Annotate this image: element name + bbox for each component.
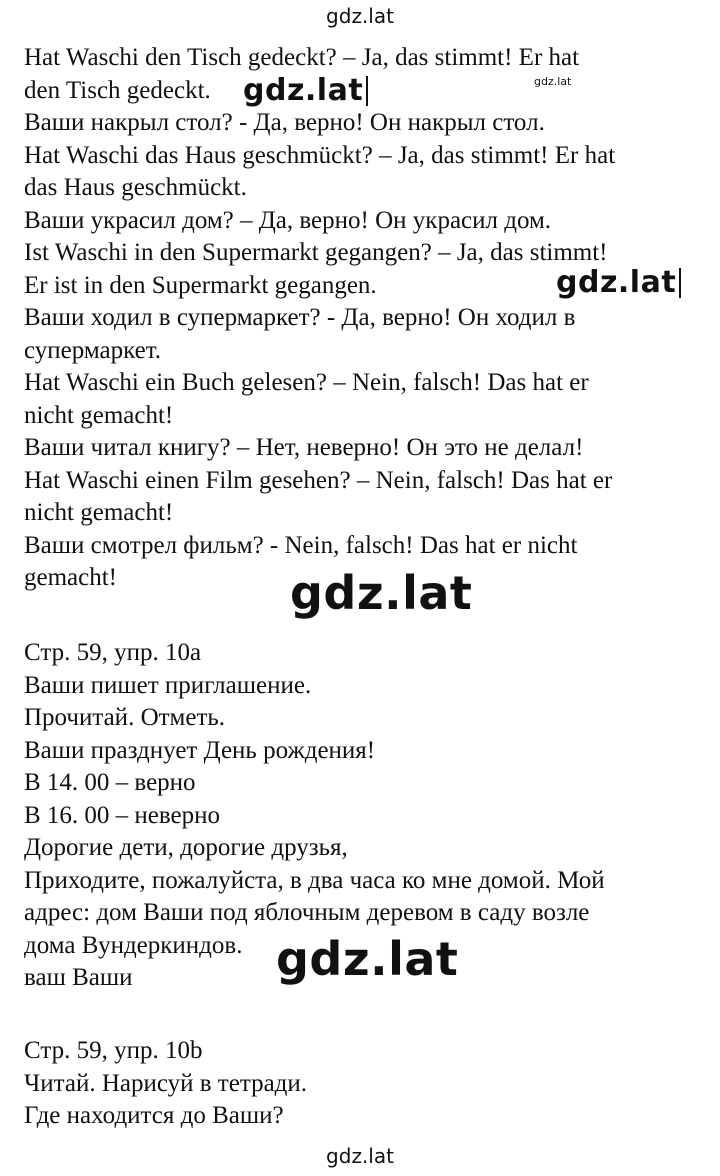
- text-line: Дорогие дети, дорогие друзья,: [24, 834, 348, 861]
- watermark-bottom: gdz.lat: [326, 1144, 394, 1168]
- text-line: Ваши празднует День рождения!: [24, 736, 376, 764]
- text-line: Где находится до Ваши?: [24, 1102, 284, 1129]
- text-line: Ваши украсил дом? – Да, верно! Он украсил дом.: [24, 206, 552, 234]
- text-line: Hat Waschi einen Film gesehen? – Nein, falsch! Das hat er: [24, 466, 613, 494]
- text-line: Hat Waschi das Haus geschmückt? – Ja, das stimmt! Er hat: [24, 141, 616, 169]
- text-line: Er ist in den Supermarkt gegangen.: [24, 271, 377, 299]
- text-line: Ваши ходил в супермаркет? - Да, верно! Он ходил в: [24, 304, 576, 331]
- answer-block-exercise-10b: [24, 1035, 714, 1133]
- text-line: Приходите, пожалуйста, в два часа ко мне домой. Мой: [24, 866, 605, 894]
- text-line: nicht gemacht!: [24, 401, 174, 429]
- text-line: дома Вундеркиндов.: [24, 931, 243, 959]
- watermark-inline-2: gdz.lat: [556, 268, 681, 298]
- section-heading: Стр. 59, упр. 10b: [24, 1037, 203, 1064]
- text-line: Читай. Нарисуй в тетради.: [24, 1069, 308, 1097]
- watermark-large-2: gdz.lat: [276, 932, 459, 986]
- text-line: nicht gemacht!: [24, 499, 174, 526]
- text-line: das Haus geschmückt.: [24, 174, 247, 201]
- text-line: den Tisch gedeckt.: [24, 76, 211, 104]
- text-line: Ваши накрыл стол? - Да, верно! Он накрыл стол.: [24, 109, 545, 136]
- text-line: Ваши пишет приглашение.: [24, 671, 312, 699]
- watermark-large-1: gdz.lat: [290, 566, 473, 620]
- watermark-small: gdz.lat: [534, 75, 572, 88]
- watermark-top: gdz.lat: [326, 4, 394, 28]
- text-line: В 16. 00 – неверно: [24, 801, 221, 829]
- text-line: Прочитай. Отметь.: [24, 704, 226, 731]
- text-line: ваш Ваши: [24, 964, 133, 991]
- text-line: Ist Waschi in den Supermarkt gegangen? – Ja, das stimmt!: [24, 239, 608, 266]
- text-line: супермаркет.: [24, 336, 162, 364]
- section-heading: Стр. 59, упр. 10а: [24, 639, 202, 666]
- text-line: Ваши читал книгу? – Нет, неверно! Он это не делал!: [24, 434, 584, 461]
- answer-block-exercise-9: [24, 42, 714, 595]
- text-line: В 14. 00 – верно: [24, 769, 196, 796]
- text-line: Ваши смотрел фильм? - Nein, falsch! Das hat er nicht: [24, 531, 578, 559]
- text-line: адрес: дом Ваши под яблочным деревом в саду возле: [24, 899, 590, 926]
- watermark-inline-1: gdz.lat: [243, 76, 368, 106]
- text-line: gemacht!: [24, 564, 118, 591]
- text-line: Hat Waschi den Tisch gedeckt? – Ja, das stimmt! Er hat: [24, 44, 580, 71]
- text-line: Hat Waschi ein Buch gelesen? – Nein, falsch! Das hat er: [24, 369, 589, 396]
